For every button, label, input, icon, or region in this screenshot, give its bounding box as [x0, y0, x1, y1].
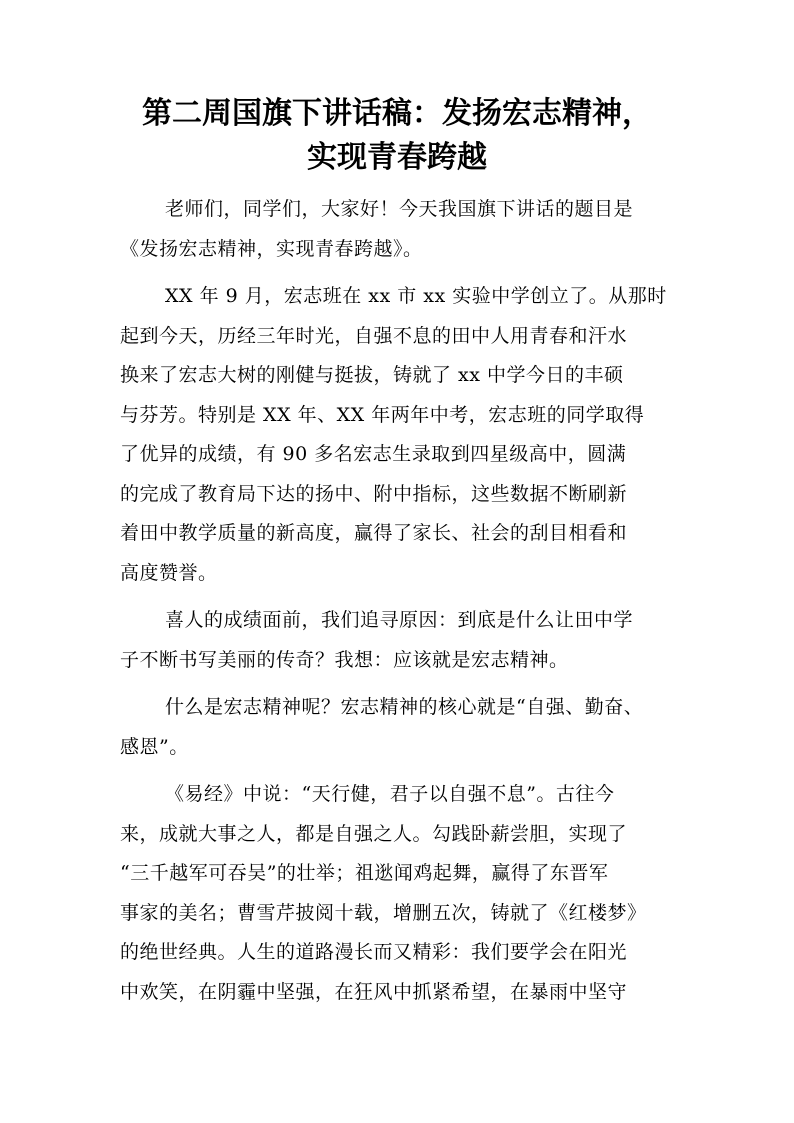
paragraph [120, 775, 676, 1012]
text-line: 起到今天，历经三年时光，自强不息的田中人用青春和汗水 [120, 324, 628, 347]
document-title [110, 92, 684, 180]
paragraph [120, 688, 676, 767]
text-line: 了优异的成绩，有 90 多名宏志生录取到四星级高中，圆满 [120, 443, 627, 465]
paragraph [120, 277, 676, 593]
text-line: 什么是宏志精神呢？宏志精神的核心就是“自强、勤奋、 [165, 696, 644, 718]
text-line: “三千越军可吞吴”的壮举；祖逖闻鸡起舞，赢得了东晋军 [120, 862, 609, 884]
text-line: 老师们，同学们，大家好！今天我国旗下讲话的题目是 [165, 198, 634, 220]
text-line: 来，成就大事之人，都是自强之人。勾践卧薪尝胆，实现了 [120, 822, 628, 845]
paragraph [120, 190, 676, 269]
title-line: 第二周国旗下讲话稿：发扬宏志精神， [142, 96, 652, 131]
text-line: 喜人的成绩面前，我们追寻原因：到底是什么让田中学 [165, 609, 634, 631]
text-line: 的绝世经典。人生的道路漫长而又精彩：我们要学会在阳光 [120, 941, 628, 963]
text-line: 感恩”。 [120, 735, 189, 758]
text-line: 的完成了教育局下达的扬中、附中指标，这些数据不断刷新 [120, 482, 628, 505]
paragraph [120, 601, 676, 680]
text-line: 《发扬宏志精神，实现青春跨越》。 [120, 237, 423, 260]
document-body [120, 190, 676, 1020]
text-line: 中欢笑，在阴霾中坚强，在狂风中抓紧希望，在暴雨中坚守 [120, 980, 628, 1003]
text-line: 与芬芳。特别是 XX 年、XX 年两年中考，宏志班的同学取得 [120, 403, 645, 426]
text-line: 高度赞誉。 [120, 561, 218, 584]
title-line: 实现青春跨越 [307, 140, 487, 175]
text-line: 子不断书写美丽的传奇？我想：应该就是宏志精神。 [120, 648, 569, 671]
text-line: 着田中教学质量的新高度，赢得了家长、社会的刮目相看和 [120, 522, 628, 544]
text-line: 事家的美名；曹雪芹披阅十载，增删五次，铸就了《红楼梦》 [120, 901, 647, 924]
text-line: XX 年 9 月，宏志班在 xx 市 xx 实验中学创立了。从那时 [165, 285, 667, 307]
text-line: 换来了宏志大树的刚健与挺拔，铸就了 xx 中学今日的丰硕 [120, 364, 624, 386]
text-line: 《易经》中说：“天行健，君子以自强不息”。古往今 [165, 783, 615, 805]
